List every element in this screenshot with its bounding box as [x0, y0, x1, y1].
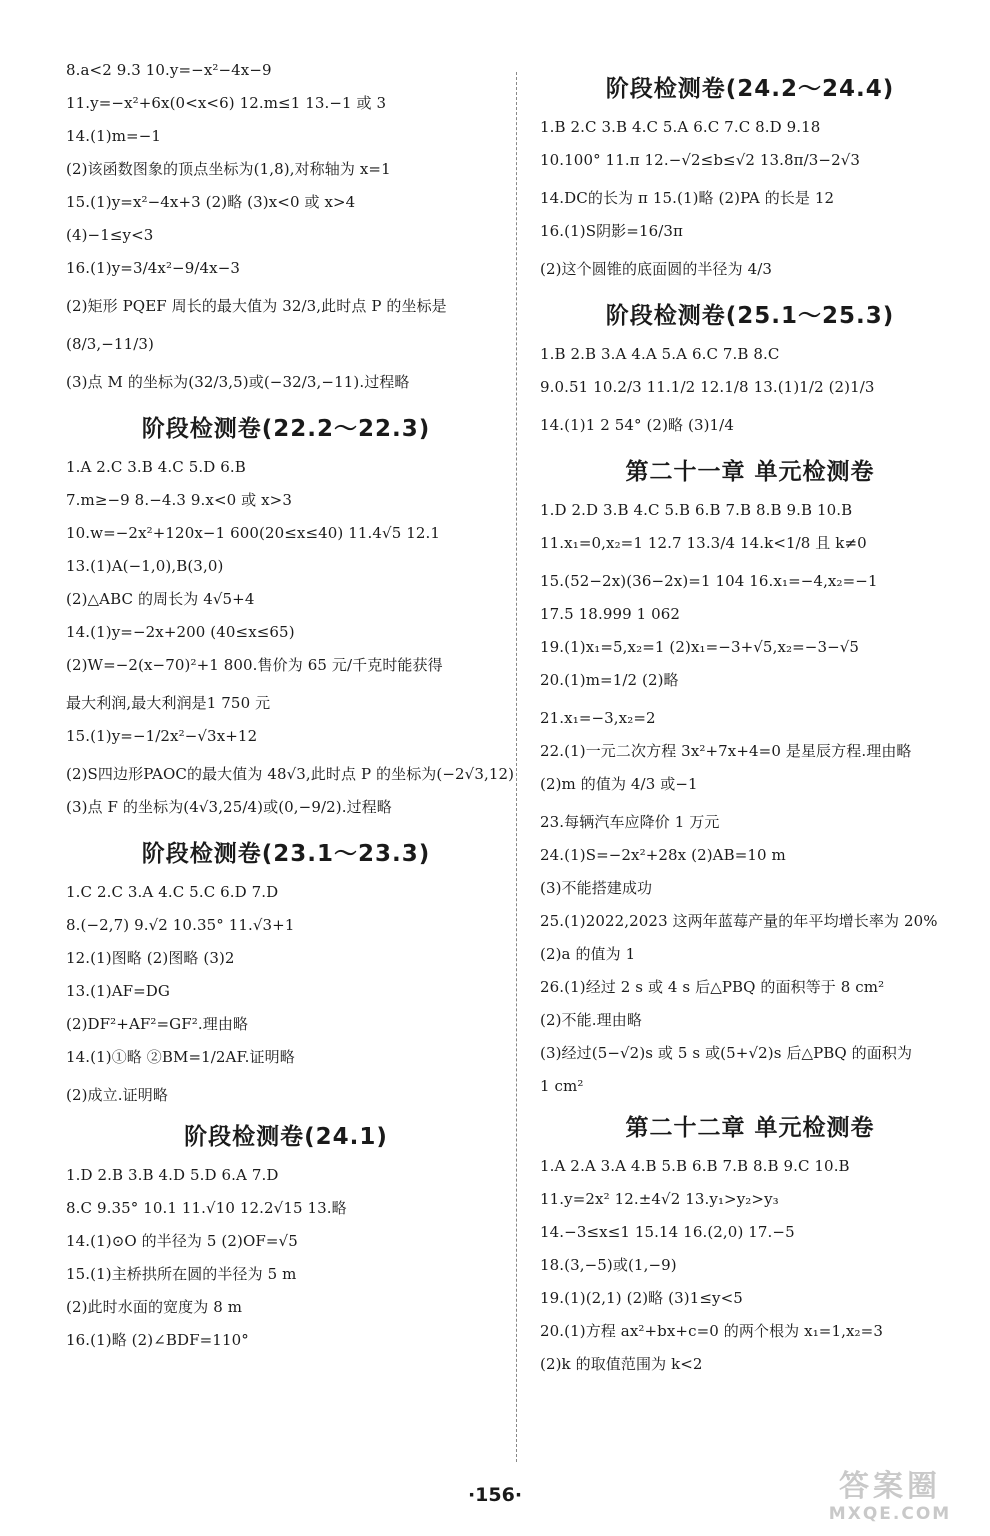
answer-line: (4)−1≤y<3 — [66, 226, 154, 244]
answer-line: 7.m≥−9 8.−4.3 9.x<0 或 x>3 — [66, 491, 292, 509]
answer-line: (3)经过(5−√2)s 或 5 s 或(5+√2)s 后△PBQ 的面积为 — [540, 1044, 913, 1062]
answer-line: 15.(1)主桥拱所在圆的半径为 5 m — [66, 1265, 297, 1283]
answer-line: 8.C 9.35° 10.1 11.√10 12.2√15 13.略 — [66, 1199, 347, 1217]
answer-line: 17.5 18.999 1 062 — [540, 605, 681, 623]
answer-line: 20.(1)m=1/2 (2)略 — [540, 671, 679, 689]
answer-line: 14.DC的长为 π 15.(1)略 (2)PA 的长是 12 — [540, 189, 835, 207]
answer-line: 23.每辆汽车应降价 1 万元 — [540, 813, 720, 831]
left-answer-column — [66, 60, 515, 1363]
answer-line: (2)a 的值为 1 — [540, 945, 636, 963]
answer-line: 14.−3≤x≤1 15.14 16.(2,0) 17.−5 — [540, 1223, 795, 1241]
answer-line: 10.w=−2x²+120x−1 600(20≤x≤40) 11.4√5 12.1 — [66, 524, 441, 542]
answer-line: (2)这个圆锥的底面圆的半径为 4/3 — [540, 260, 773, 278]
answer-line: 18.(3,−5)或(1,−9) — [540, 1256, 677, 1274]
answer-line: 9.0.51 10.2/3 11.1/2 12.1/8 13.(1)1/2 (2)1/3 — [540, 378, 875, 396]
right-answer-column — [540, 60, 960, 1387]
answer-line: 1.B 2.C 3.B 4.C 5.A 6.C 7.C 8.D 9.18 — [540, 118, 821, 136]
answer-line: (3)点 F 的坐标为(4√3,25/4)或(0,−9/2).过程略 — [66, 798, 392, 816]
answer-line: 1.A 2.C 3.B 4.C 5.D 6.B — [66, 458, 246, 476]
answer-line: 1.D 2.B 3.B 4.D 5.D 6.A 7.D — [66, 1166, 279, 1184]
answer-line: 19.(1)x₁=5,x₂=1 (2)x₁=−3+√5,x₂=−3−√5 — [540, 638, 860, 656]
section-heading: 第二十一章 单元检测卷 — [625, 459, 875, 485]
answer-line: 26.(1)经过 2 s 或 4 s 后△PBQ 的面积等于 8 cm² — [540, 978, 885, 996]
answer-line: 15.(52−2x)(36−2x)=1 104 16.x₁=−4,x₂=−1 — [540, 572, 878, 590]
section-heading: 阶段检测卷(22.2～22.3) — [141, 416, 431, 442]
answer-line: 12.(1)图略 (2)图略 (3)2 — [66, 949, 235, 967]
answer-line: 11.x₁=0,x₂=1 12.7 13.3/4 14.k<1/8 且 k≠0 — [540, 534, 867, 552]
answer-line: 15.(1)y=−1/2x²−√3x+12 — [66, 727, 258, 745]
answer-line: (2)该函数图象的顶点坐标为(1,8),对称轴为 x=1 — [66, 160, 391, 178]
answer-line: 14.(1)1 2 54° (2)略 (3)1/4 — [540, 416, 734, 434]
answer-line: 19.(1)(2,1) (2)略 (3)1≤y<5 — [540, 1289, 743, 1307]
answer-line: 1.D 2.D 3.B 4.C 5.B 6.B 7.B 8.B 9.B 10.B — [540, 501, 853, 519]
section-heading: 阶段检测卷(23.1～23.3) — [141, 841, 431, 867]
answer-line: 1.C 2.C 3.A 4.C 5.C 6.D 7.D — [66, 883, 279, 901]
answer-line: 15.(1)y=x²−4x+3 (2)略 (3)x<0 或 x>4 — [66, 193, 356, 211]
answer-line: 14.(1)y=−2x+200 (40≤x≤65) — [66, 623, 295, 641]
answer-line: (2)△ABC 的周长为 4√5+4 — [66, 590, 255, 608]
answer-line: 11.y=−x²+6x(0<x<6) 12.m≤1 13.−1 或 3 — [66, 94, 387, 112]
answer-line: (2)W=−2(x−70)²+1 800.售价为 65 元/千克时能获得 — [66, 656, 443, 674]
answer-line: 24.(1)S=−2x²+28x (2)AB=10 m — [540, 846, 786, 864]
watermark-logo: 答案圈 — [839, 1469, 941, 1504]
page-number: ·156· — [467, 1484, 523, 1506]
section-heading: 阶段检测卷(24.1) — [184, 1124, 388, 1150]
answer-line: (2)此时水面的宽度为 8 m — [66, 1298, 243, 1316]
answer-line: 8.a<2 9.3 10.y=−x²−4x−9 — [66, 61, 272, 79]
answer-line: 10.100° 11.π 12.−√2≤b≤√2 13.8π/3−2√3 — [540, 151, 861, 169]
answer-line: (2)S四边形PAOC的最大值为 48√3,此时点 P 的坐标为(−2√3,12) — [66, 765, 515, 783]
answer-line: (8/3,−11/3) — [66, 335, 154, 353]
answer-line: 13.(1)AF=DG — [66, 982, 171, 1000]
column-divider — [516, 72, 517, 1462]
answer-line: 22.(1)一元二次方程 3x²+7x+4=0 是星辰方程.理由略 — [540, 742, 912, 760]
answer-line: 14.(1)m=−1 — [66, 127, 162, 145]
answer-line: 16.(1)略 (2)∠BDF=110° — [66, 1331, 249, 1349]
answer-line: 16.(1)S阴影=16/3π — [540, 222, 683, 240]
answer-line: 14.(1)⊙O 的半径为 5 (2)OF=√5 — [66, 1232, 298, 1250]
answer-line: 最大利润,最大利润是1 750 元 — [66, 694, 271, 712]
answer-line: 1.A 2.A 3.A 4.B 5.B 6.B 7.B 8.B 9.C 10.B — [540, 1157, 850, 1175]
watermark — [800, 1470, 980, 1530]
answer-line: (2)矩形 PQEF 周长的最大值为 32/3,此时点 P 的坐标是 — [66, 297, 447, 315]
answer-line: (2)m 的值为 4/3 或−1 — [540, 775, 698, 793]
answer-line: 25.(1)2022,2023 这两年蓝莓产量的年平均增长率为 20% — [540, 912, 938, 930]
watermark-site: MXQE.COM — [828, 1504, 952, 1524]
section-heading: 阶段检测卷(25.1～25.3) — [605, 303, 895, 329]
answer-line: 8.(−2,7) 9.√2 10.35° 11.√3+1 — [66, 916, 295, 934]
answer-line: 11.y=2x² 12.±4√2 13.y₁>y₂>y₃ — [540, 1190, 779, 1208]
answer-line: (2)DF²+AF²=GF².理由略 — [66, 1015, 249, 1033]
answer-line: (3)不能搭建成功 — [540, 879, 653, 897]
answer-line: 16.(1)y=3/4x²−9/4x−3 — [66, 259, 241, 277]
section-heading: 阶段检测卷(24.2～24.4) — [605, 76, 895, 102]
answer-line: 1 cm² — [540, 1077, 584, 1095]
answer-line: (2)成立.证明略 — [66, 1086, 168, 1104]
section-heading: 第二十二章 单元检测卷 — [625, 1115, 875, 1141]
answer-line: 13.(1)A(−1,0),B(3,0) — [66, 557, 224, 575]
answer-line: 14.(1)①略 ②BM=1/2AF.证明略 — [66, 1048, 295, 1066]
answer-line: (3)点 M 的坐标为(32/3,5)或(−32/3,−11).过程略 — [66, 373, 410, 391]
answer-line: 1.B 2.B 3.A 4.A 5.A 6.C 7.B 8.C — [540, 345, 780, 363]
answer-line: (2)k 的取值范围为 k<2 — [540, 1355, 703, 1373]
answer-line: (2)不能.理由略 — [540, 1011, 642, 1029]
answer-line: 21.x₁=−3,x₂=2 — [540, 709, 656, 727]
answer-line: 20.(1)方程 ax²+bx+c=0 的两个根为 x₁=1,x₂=3 — [540, 1322, 883, 1340]
